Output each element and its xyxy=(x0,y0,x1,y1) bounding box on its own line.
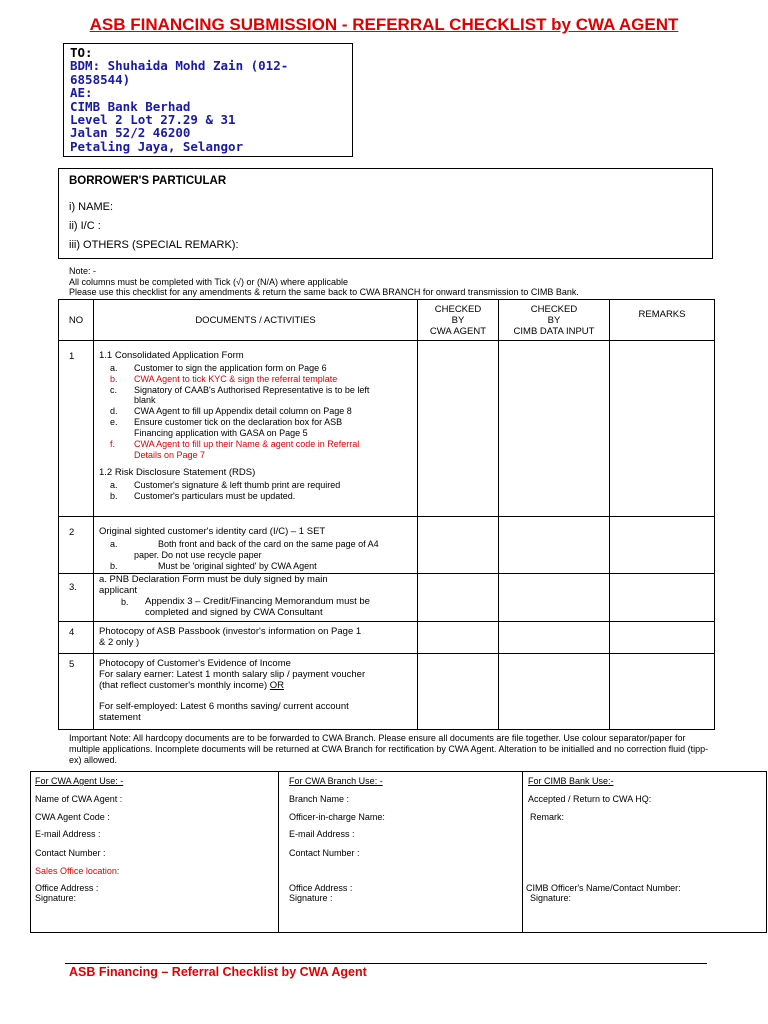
item-text: Customer to sign the application form on Page 6 xyxy=(134,363,327,373)
item-text: CWA Agent to fill up Appendix detail column on Page 8 xyxy=(134,406,352,416)
item-text-cont: Details on Page 7 xyxy=(134,450,206,460)
cimb-bank-use-panel xyxy=(523,772,767,933)
borrower-particulars-box xyxy=(58,168,713,259)
item-text-cont xyxy=(99,681,284,692)
panel-heading: For CIMB Bank Use:- xyxy=(528,776,614,786)
table-row xyxy=(59,341,715,517)
row-number xyxy=(59,517,94,574)
item-text: Appendix 3 – Credit/Financing Memorandum must be xyxy=(145,596,370,607)
note-line: All columns must be completed with Tick (√) or (N/A) where applicable xyxy=(69,276,349,287)
row-documents xyxy=(94,654,418,730)
to-label: TO: xyxy=(70,45,93,60)
office-use-table xyxy=(30,771,767,933)
remarks-cell[interactable] xyxy=(610,622,715,654)
bank-name: CIMB Bank Berhad xyxy=(70,98,191,114)
footer-divider xyxy=(65,963,707,964)
branch-contact-field[interactable]: Contact Number : xyxy=(289,848,360,858)
row-documents xyxy=(94,622,418,654)
panel-heading: For CWA Agent Use: - xyxy=(35,776,124,786)
item-key: d. xyxy=(110,406,118,416)
header-text: BY xyxy=(547,314,561,326)
item-text-cont: Financing application with GASA on Page 5 xyxy=(134,428,308,438)
item-text: For salary earner: Latest 1 month salary slip / payment voucher xyxy=(99,669,366,680)
check-cwa-cell[interactable] xyxy=(418,574,499,622)
borrower-ic-field[interactable]: ii) I/C : xyxy=(69,220,101,232)
item-text: Ensure customer tick on the declaration box for ASB xyxy=(134,417,343,427)
cimb-remark-field[interactable]: Remark: xyxy=(530,812,565,822)
item-text: (that reflect customer's monthly income) xyxy=(99,680,268,691)
remarks-cell[interactable] xyxy=(610,341,715,517)
note-heading: Note: - xyxy=(69,266,97,276)
item-text: Both front and back of the card on the same page of A4 xyxy=(158,539,379,549)
section-heading: 1.2 Risk Disclosure Statement (RDS) xyxy=(99,467,256,478)
branch-office-field[interactable]: Office Address : xyxy=(289,883,353,893)
header-text: CWA AGENT xyxy=(429,325,487,337)
table-row xyxy=(59,622,715,654)
row-number xyxy=(59,574,94,622)
check-cimb-cell[interactable] xyxy=(499,517,610,574)
table-row xyxy=(59,654,715,730)
accepted-return-field[interactable]: Accepted / Return to CWA HQ: xyxy=(528,794,652,804)
address-line-3: Petaling Jaya, Selangor xyxy=(70,138,244,154)
header-no: NO xyxy=(59,300,94,341)
row-documents xyxy=(94,574,418,622)
check-cwa-cell[interactable] xyxy=(418,517,499,574)
bdm-line: BDM: Shuhaida Mohd Zain (012-6858544) xyxy=(70,58,289,87)
row-number xyxy=(59,622,94,654)
check-cwa-cell[interactable] xyxy=(418,622,499,654)
cwa-agent-use-panel xyxy=(31,772,279,933)
row-documents xyxy=(94,341,418,517)
document-title: ASB FINANCING SUBMISSION - REFERRAL CHECKLIST by CWA AGENT xyxy=(89,15,679,34)
item-text: Customer's particulars must be updated. xyxy=(134,491,296,501)
cwa-branch-use-panel xyxy=(279,772,523,933)
borrower-remark-field[interactable]: iii) OTHERS (SPECIAL REMARK): xyxy=(69,239,239,251)
row-number-text: 3. xyxy=(69,582,77,593)
item-text-cont: blank xyxy=(134,395,156,405)
item-text: For self-employed: Latest 6 months saving/ current account xyxy=(99,701,349,712)
row-number-text: 4 xyxy=(69,627,75,638)
cimb-officer-field[interactable]: CIMB Officer's Name/Contact Number: xyxy=(526,883,681,893)
item-text: Photocopy of ASB Passbook (investor's information on Page 1 xyxy=(99,626,362,637)
item-text-cont: applicant xyxy=(99,585,138,596)
item-text: CWA Agent to tick KYC & sign the referral template xyxy=(134,374,338,384)
item-key: b. xyxy=(110,561,118,571)
row-number-text: 1 xyxy=(69,351,75,362)
officer-name-field[interactable]: Officer-in-charge Name: xyxy=(289,812,385,822)
agent-email-field[interactable]: E-mail Address : xyxy=(35,829,101,839)
row-number-text: 5 xyxy=(69,659,75,670)
item-text: Customer's signature & left thumb print are required xyxy=(134,480,341,490)
item-key: c. xyxy=(110,385,118,395)
item-text-cont: statement xyxy=(99,712,141,723)
note-block xyxy=(69,266,579,298)
branch-email-field[interactable]: E-mail Address : xyxy=(289,829,355,839)
item-heading: Original sighted customer's identity card (I/C) – 1 SET xyxy=(99,526,326,537)
item-text-cont: completed and signed by CWA Consultant xyxy=(145,607,323,618)
address-line-1: Level 2 Lot 27.29 & 31 xyxy=(70,112,236,128)
check-cimb-cell[interactable] xyxy=(499,654,610,730)
check-cimb-cell[interactable] xyxy=(499,622,610,654)
item-text: CWA Agent to fill up their Name & agent code in Referral xyxy=(134,439,360,449)
row-documents xyxy=(94,517,418,574)
header-text: CHECKED xyxy=(530,303,578,315)
check-cwa-cell[interactable] xyxy=(418,341,499,517)
header-documents: DOCUMENTS / ACTIVITIES xyxy=(94,300,418,341)
item-text: a. PNB Declaration Form must be duly signed by main xyxy=(99,574,328,585)
header-text: CHECKED xyxy=(434,303,482,315)
branch-name-field[interactable]: Branch Name : xyxy=(289,794,350,804)
header-remarks: REMARKS xyxy=(610,300,715,341)
remarks-cell[interactable] xyxy=(610,654,715,730)
remarks-cell[interactable] xyxy=(610,517,715,574)
cimb-signature-field[interactable]: Signature: xyxy=(530,893,572,903)
agent-name-field[interactable]: Name of CWA Agent : xyxy=(35,794,123,804)
row-number xyxy=(59,341,94,517)
sales-office-field[interactable]: Sales Office location: xyxy=(35,866,120,876)
item-key: a. xyxy=(110,363,118,373)
agent-office-field[interactable]: Office Address : xyxy=(35,883,99,893)
or-text: OR xyxy=(269,680,285,691)
item-text-cont: & 2 only ) xyxy=(99,637,140,648)
row-number-text: 2 xyxy=(69,527,75,538)
check-cimb-cell[interactable] xyxy=(499,341,610,517)
header-checked-cwa xyxy=(418,300,499,341)
checklist-table xyxy=(58,299,715,730)
header-text: BY xyxy=(451,314,465,326)
item-heading: Photocopy of Customer's Evidence of Income xyxy=(99,658,291,669)
item-key: a. xyxy=(110,539,118,549)
agent-signature-field[interactable]: Signature: xyxy=(35,893,77,903)
table-header-row xyxy=(59,300,715,341)
item-text-cont: paper. Do not use recycle paper xyxy=(134,550,262,560)
row-number xyxy=(59,654,94,730)
panel-heading: For CWA Branch Use: - xyxy=(289,776,383,786)
recipient-address-box xyxy=(63,43,353,157)
item-text: Must be 'original sighted' by CWA Agent xyxy=(158,561,317,571)
header-text: CIMB DATA INPUT xyxy=(513,325,595,337)
item-key: a. xyxy=(110,480,118,490)
table-row xyxy=(59,574,715,622)
item-key: b. xyxy=(121,597,129,607)
item-key: e. xyxy=(110,417,118,427)
check-cwa-cell[interactable] xyxy=(418,654,499,730)
item-text: Signatory of CAAB's Authorised Representative is to be left xyxy=(134,385,370,395)
borrower-name-field[interactable]: i) NAME: xyxy=(69,201,113,213)
footer-title: ASB Financing – Referral Checklist by CWA Agent xyxy=(69,965,367,979)
branch-signature-field[interactable]: Signature : xyxy=(289,893,333,903)
header-checked-cimb xyxy=(499,300,610,341)
agent-code-field[interactable]: CWA Agent Code : xyxy=(35,812,110,822)
agent-contact-field[interactable]: Contact Number : xyxy=(35,848,106,858)
remarks-cell[interactable] xyxy=(610,574,715,622)
table-row xyxy=(59,517,715,574)
item-key: b. xyxy=(110,491,118,501)
section-heading: 1.1 Consolidated Application Form xyxy=(99,350,244,361)
item-key: b. xyxy=(110,374,118,384)
item-key: f. xyxy=(110,439,116,449)
check-cimb-cell[interactable] xyxy=(499,574,610,622)
address-line-2: Jalan 52/2 46200 xyxy=(70,125,191,141)
ae-line: AE: xyxy=(70,85,93,101)
borrower-heading: BORROWER'S PARTICULAR xyxy=(69,175,227,187)
note-line: Please use this checklist for any amendments & return the same back to CWA BRANCH for onward transmission to CIMB Bank. xyxy=(69,287,579,298)
important-note: Important Note: All hardcopy documents are to be forwarded to CWA Branch. Please ensure all documents are file together. Use colour separator/paper for multiple applications. Incomplete documents will be returned at CWA Branch for rectification by CWA Agent. Alteration to be initialled and no correction fluid (tipp-ex) allowed. xyxy=(69,733,709,765)
